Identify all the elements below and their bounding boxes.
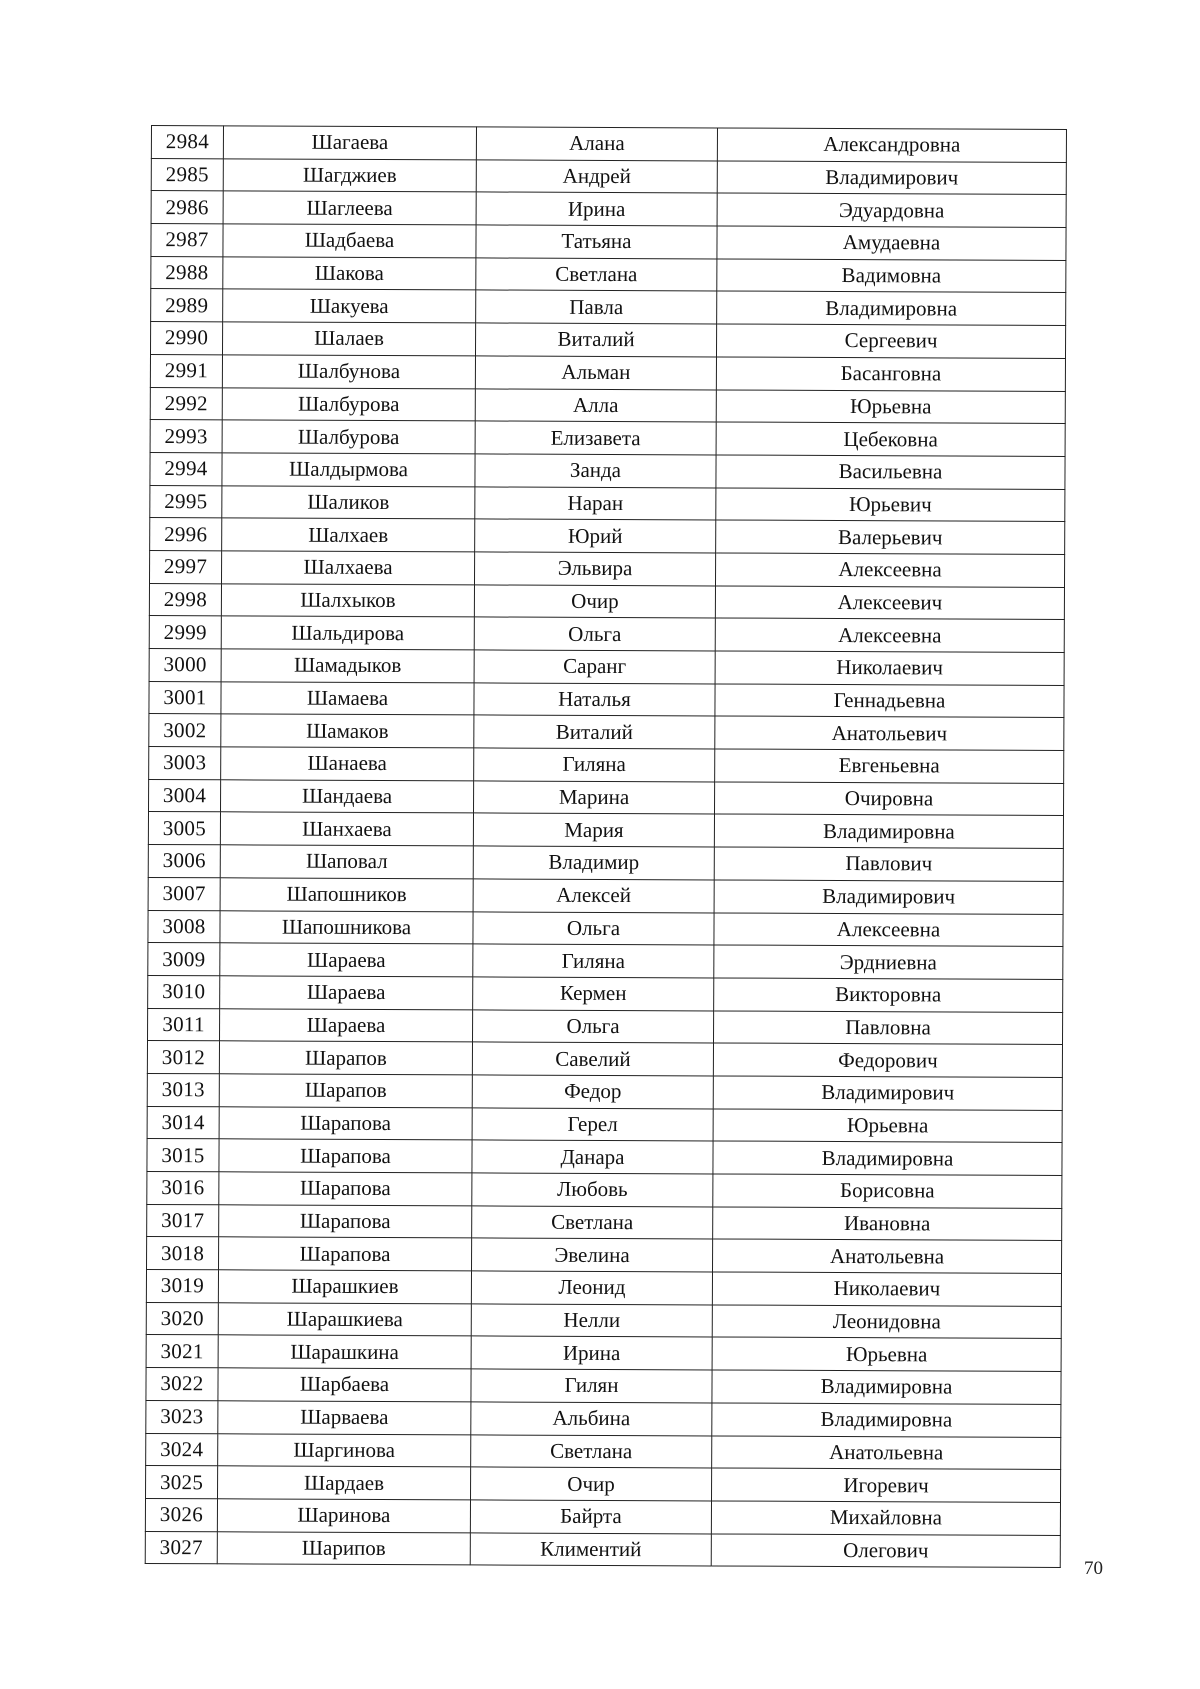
patronymic-cell: Владимирович — [714, 880, 1063, 914]
row-number-cell: 2993 — [150, 420, 222, 453]
surname-cell: Шалбунова — [222, 355, 475, 389]
row-number-cell: 3003 — [149, 747, 221, 780]
first-name-cell: Павла — [476, 290, 717, 324]
table-row — [147, 1204, 1062, 1241]
first-name-cell: Эльвира — [474, 552, 715, 586]
row-number-cell: 3014 — [147, 1106, 219, 1139]
patronymic-cell: Федорович — [713, 1043, 1062, 1077]
row-number-cell: 3022 — [146, 1368, 218, 1401]
table-row — [148, 845, 1063, 882]
first-name-cell: Юрий — [475, 519, 716, 553]
surname-cell: Шакова — [223, 257, 476, 291]
row-number-cell: 3002 — [149, 714, 221, 747]
patronymic-cell: Юрьевна — [716, 389, 1065, 423]
first-name-cell: Кермен — [473, 977, 714, 1011]
table-row — [146, 1270, 1061, 1307]
table-row — [149, 648, 1064, 685]
table-row — [151, 224, 1066, 261]
first-name-cell: Алана — [476, 127, 717, 161]
surname-cell: Шарашкиева — [218, 1303, 471, 1337]
patronymic-cell: Владимировна — [713, 1141, 1062, 1175]
table-row — [146, 1335, 1061, 1372]
patronymic-cell: Басанговна — [716, 357, 1065, 391]
row-number-cell: 2994 — [150, 452, 222, 485]
table-row — [149, 714, 1064, 751]
table-row — [146, 1302, 1061, 1339]
surname-cell: Шалхаева — [222, 551, 475, 585]
table-row — [150, 550, 1065, 587]
table-row — [151, 191, 1066, 228]
surname-cell: Шандаева — [221, 780, 474, 814]
patronymic-cell: Юрьевна — [712, 1337, 1061, 1371]
patronymic-cell: Владимировна — [717, 291, 1066, 325]
row-number-cell: 2995 — [150, 485, 222, 518]
first-name-cell: Владимир — [473, 846, 714, 880]
surname-cell: Шарваева — [218, 1401, 471, 1435]
first-name-cell: Наран — [475, 486, 716, 520]
surname-cell: Шапошникова — [220, 910, 473, 944]
table-row — [149, 616, 1064, 653]
first-name-cell: Любовь — [472, 1173, 713, 1207]
surname-cell: Шарбаева — [218, 1368, 471, 1402]
row-number-cell: 3010 — [148, 975, 220, 1008]
table-row — [151, 158, 1066, 195]
first-name-cell: Савелий — [472, 1042, 713, 1076]
table-row — [150, 452, 1065, 489]
row-number-cell: 2992 — [150, 387, 222, 420]
first-name-cell: Татьяна — [476, 225, 717, 259]
patronymic-cell: Борисовна — [713, 1174, 1062, 1208]
table-row — [151, 289, 1066, 326]
surname-cell: Шаликов — [222, 485, 475, 519]
row-number-cell: 2988 — [151, 256, 223, 289]
first-name-cell: Наталья — [474, 683, 715, 717]
patronymic-cell: Вадимовна — [717, 259, 1066, 293]
row-number-cell: 2998 — [149, 583, 221, 616]
row-number-cell: 3011 — [148, 1008, 220, 1041]
table-row — [151, 256, 1066, 293]
row-number-cell: 2996 — [150, 518, 222, 551]
first-name-cell: Леонид — [471, 1271, 712, 1305]
surname-cell: Шарапова — [219, 1139, 472, 1173]
surname-cell: Шалхыков — [221, 583, 474, 617]
table-row — [148, 1008, 1063, 1045]
patronymic-cell: Леонидовна — [712, 1305, 1061, 1339]
surname-cell: Шардаев — [218, 1466, 471, 1500]
surname-cell: Шадбаева — [223, 224, 476, 258]
patronymic-cell: Владимирович — [713, 1076, 1062, 1110]
first-name-cell: Альбина — [471, 1402, 712, 1436]
first-name-cell: Ирина — [471, 1336, 712, 1370]
table-row — [148, 975, 1063, 1012]
first-name-cell: Алла — [475, 388, 716, 422]
patronymic-cell: Эрдниевна — [714, 945, 1063, 979]
first-name-cell: Очир — [471, 1467, 712, 1501]
first-name-cell: Климентий — [470, 1532, 711, 1566]
patronymic-cell: Юрьевна — [713, 1109, 1062, 1143]
patronymic-cell: Юрьевич — [716, 488, 1065, 522]
first-name-cell: Гиляна — [474, 748, 715, 782]
first-name-cell: Байрта — [470, 1500, 711, 1534]
patronymic-cell: Ивановна — [713, 1207, 1062, 1241]
table-row — [147, 1073, 1062, 1110]
patronymic-cell: Сергеевич — [716, 324, 1065, 358]
row-number-cell: 3027 — [145, 1531, 217, 1564]
patronymic-cell: Николаевич — [715, 651, 1064, 685]
row-number-cell: 3015 — [147, 1139, 219, 1172]
first-name-cell: Очир — [474, 585, 715, 619]
row-number-cell: 3012 — [147, 1041, 219, 1074]
row-number-cell: 3023 — [146, 1400, 218, 1433]
surname-cell: Шамаева — [221, 681, 474, 715]
surname-cell: Шанаева — [221, 747, 474, 781]
surname-cell: Шанхаева — [220, 812, 473, 846]
first-name-cell: Светлана — [471, 1434, 712, 1468]
row-number-cell: 3017 — [147, 1204, 219, 1237]
row-number-cell: 3026 — [145, 1498, 217, 1531]
row-number-cell: 2997 — [150, 550, 222, 583]
table-row — [151, 126, 1066, 163]
patronymic-cell: Евгеньевна — [715, 749, 1064, 783]
table-row — [147, 1139, 1062, 1176]
patronymic-cell: Эдуардовна — [717, 193, 1066, 227]
patronymic-cell: Алексеевна — [715, 553, 1064, 587]
row-number-cell: 3001 — [149, 681, 221, 714]
table-row — [146, 1466, 1061, 1503]
first-name-cell: Ирина — [476, 192, 717, 226]
table-row — [147, 1171, 1062, 1208]
surname-cell: Шагджиев — [223, 159, 476, 193]
surname-cell: Шарашкиев — [218, 1270, 471, 1304]
table-row — [149, 681, 1064, 718]
first-name-cell: Марина — [473, 781, 714, 815]
table-row — [148, 877, 1063, 914]
patronymic-cell: Владимирович — [717, 161, 1066, 195]
first-name-cell: Виталий — [474, 715, 715, 749]
page-number: 70 — [1084, 1558, 1103, 1579]
table-row — [148, 812, 1063, 849]
first-name-cell: Саранг — [474, 650, 715, 684]
surname-cell: Шаринова — [217, 1499, 470, 1533]
table-row — [148, 943, 1063, 980]
table-row — [145, 1531, 1060, 1568]
row-number-cell: 3007 — [148, 877, 220, 910]
table-row — [146, 1368, 1061, 1405]
first-name-cell: Алексей — [473, 879, 714, 913]
surname-cell: Шарашкина — [218, 1335, 471, 1369]
table-row — [148, 910, 1063, 947]
patronymic-cell: Олегович — [711, 1534, 1060, 1568]
patronymic-cell: Анатольевич — [715, 716, 1064, 750]
row-number-cell: 2991 — [150, 354, 222, 387]
row-number-cell: 3008 — [148, 910, 220, 943]
surname-cell: Шалхаев — [222, 518, 475, 552]
patronymic-cell: Викторовна — [714, 978, 1063, 1012]
roster-table — [145, 125, 1067, 1568]
surname-cell: Шалаев — [222, 322, 475, 356]
patronymic-cell: Цебековна — [716, 422, 1065, 456]
first-name-cell: Альман — [475, 356, 716, 390]
row-number-cell: 3025 — [146, 1466, 218, 1499]
patronymic-cell: Павлович — [714, 847, 1063, 881]
first-name-cell: Данара — [472, 1140, 713, 1174]
table-row — [150, 322, 1065, 359]
first-name-cell: Светлана — [476, 258, 717, 292]
row-number-cell: 3013 — [147, 1073, 219, 1106]
row-number-cell: 3016 — [147, 1171, 219, 1204]
surname-cell: Шагаева — [223, 126, 476, 160]
patronymic-cell: Анатольевна — [712, 1435, 1061, 1469]
first-name-cell: Федор — [472, 1075, 713, 1109]
row-number-cell: 2985 — [151, 158, 223, 191]
first-name-cell: Виталий — [475, 323, 716, 357]
surname-cell: Шальдирова — [221, 616, 474, 650]
surname-cell: Шараева — [220, 976, 473, 1010]
first-name-cell: Гилян — [471, 1369, 712, 1403]
row-number-cell: 3019 — [146, 1270, 218, 1303]
table-row — [145, 1498, 1060, 1535]
surname-cell: Шараева — [220, 1008, 473, 1042]
surname-cell: Шарапова — [219, 1204, 472, 1238]
patronymic-cell: Павловна — [713, 1011, 1062, 1045]
row-number-cell: 3021 — [146, 1335, 218, 1368]
patronymic-cell: Васильевна — [716, 455, 1065, 489]
roster-table-body — [145, 126, 1066, 1568]
table-row — [150, 354, 1065, 391]
first-name-cell: Гиляна — [473, 944, 714, 978]
table-row — [149, 779, 1064, 816]
patronymic-cell: Николаевич — [712, 1272, 1061, 1306]
first-name-cell: Эвелина — [472, 1238, 713, 1272]
patronymic-cell: Алексеевич — [715, 586, 1064, 620]
row-number-cell: 3004 — [149, 779, 221, 812]
surname-cell: Шаповал — [220, 845, 473, 879]
surname-cell: Шараева — [220, 943, 473, 977]
row-number-cell: 2987 — [151, 224, 223, 257]
patronymic-cell: Анатольевна — [713, 1239, 1062, 1273]
patronymic-cell: Алексеевна — [714, 912, 1063, 946]
row-number-cell: 3018 — [147, 1237, 219, 1270]
row-number-cell: 2990 — [150, 322, 222, 355]
surname-cell: Шамадыков — [221, 649, 474, 683]
table-row — [149, 747, 1064, 784]
row-number-cell: 3024 — [146, 1433, 218, 1466]
patronymic-cell: Владимировна — [712, 1370, 1061, 1404]
surname-cell: Шамаков — [221, 714, 474, 748]
table-row — [150, 420, 1065, 457]
patronymic-cell: Владимировна — [714, 814, 1063, 848]
table-row — [150, 387, 1065, 424]
patronymic-cell: Алексеевна — [715, 618, 1064, 652]
first-name-cell: Герел — [472, 1108, 713, 1142]
first-name-cell: Занда — [475, 454, 716, 488]
patronymic-cell: Владимировна — [712, 1403, 1061, 1437]
row-number-cell: 3000 — [149, 648, 221, 681]
first-name-cell: Елизавета — [475, 421, 716, 455]
surname-cell: Шакуева — [223, 289, 476, 323]
first-name-cell: Светлана — [472, 1206, 713, 1240]
first-name-cell: Ольга — [473, 911, 714, 945]
table-row — [147, 1237, 1062, 1274]
row-number-cell: 3006 — [148, 845, 220, 878]
surname-cell: Шарапова — [219, 1237, 472, 1271]
patronymic-cell: Очировна — [714, 782, 1063, 816]
patronymic-cell: Михайловна — [711, 1501, 1060, 1535]
row-number-cell: 2986 — [151, 191, 223, 224]
table-row — [146, 1433, 1061, 1470]
table-row — [149, 583, 1064, 620]
surname-cell: Шаргинова — [218, 1433, 471, 1467]
first-name-cell: Ольга — [474, 617, 715, 651]
row-number-cell: 2999 — [149, 616, 221, 649]
table-row — [150, 485, 1065, 522]
patronymic-cell: Амудаевна — [717, 226, 1066, 260]
row-number-cell: 2989 — [151, 289, 223, 322]
surname-cell: Шалбурова — [222, 420, 475, 454]
first-name-cell: Мария — [473, 813, 714, 847]
table-row — [147, 1106, 1062, 1143]
surname-cell: Шарапова — [219, 1172, 472, 1206]
table-row — [147, 1041, 1062, 1078]
row-number-cell: 3009 — [148, 943, 220, 976]
patronymic-cell: Валерьевич — [716, 520, 1065, 554]
row-number-cell: 3020 — [146, 1302, 218, 1335]
surname-cell: Шалбурова — [222, 387, 475, 421]
patronymic-cell: Александровна — [717, 128, 1066, 162]
table-row — [146, 1400, 1061, 1437]
first-name-cell: Нелли — [471, 1304, 712, 1338]
surname-cell: Шарипов — [217, 1531, 470, 1565]
patronymic-cell: Игоревич — [712, 1468, 1061, 1502]
surname-cell: Шарапов — [219, 1074, 472, 1108]
patronymic-cell: Геннадьевна — [715, 684, 1064, 718]
surname-cell: Шарапов — [219, 1041, 472, 1075]
surname-cell: Шапошников — [220, 878, 473, 912]
first-name-cell: Ольга — [473, 1009, 714, 1043]
surname-cell: Шаглеева — [223, 191, 476, 225]
row-number-cell: 3005 — [148, 812, 220, 845]
table-row — [150, 518, 1065, 555]
row-number-cell: 2984 — [151, 126, 223, 159]
surname-cell: Шарапова — [219, 1106, 472, 1140]
first-name-cell: Андрей — [476, 160, 717, 194]
surname-cell: Шалдырмова — [222, 453, 475, 487]
